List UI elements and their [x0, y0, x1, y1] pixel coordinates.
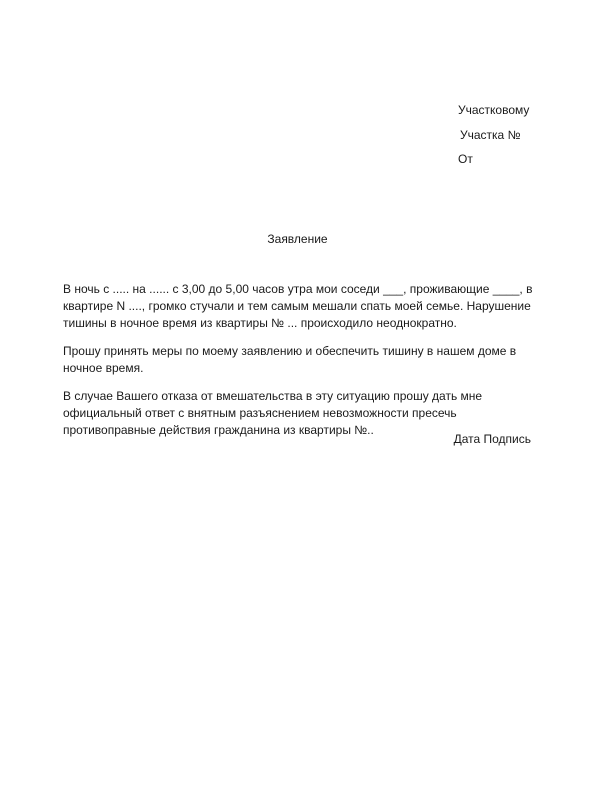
- paragraph-line: Прошу принять меры по моему заявлению и обеспечить тишину в нашем доме в: [63, 344, 517, 358]
- paragraph-line: тишины в ночное время из квартиры № ... происходило неоднократно.: [63, 316, 457, 330]
- paragraph-line: противоправные действия гражданина из квартиры №..: [63, 423, 374, 437]
- paragraph-incident: [63, 281, 533, 332]
- paragraph-line: ночное время.: [63, 361, 144, 375]
- addressee-precinct: Участка №: [460, 127, 521, 142]
- paragraph-line: квартире N ...., громко стучали и тем самым мешали спать моей семье. Нарушение: [63, 299, 531, 313]
- date-signature-line: Дата Подпись: [453, 432, 531, 446]
- document-title: Заявление: [267, 232, 328, 246]
- addressee-from: От: [458, 152, 473, 166]
- document-body: [63, 281, 533, 450]
- paragraph-line: официальный ответ с внятным разъяснением невозможности пресечь: [63, 406, 457, 420]
- addressee-block: [458, 104, 529, 178]
- addressee-recipient: Участковому: [458, 103, 530, 117]
- paragraph-line: В случае Вашего отказа от вмешательства в эту ситуацию прошу дать мне: [63, 389, 483, 403]
- paragraph-line: В ночь с ..... на ...... с 3,00 до 5,00 часов утра мои соседи ___, проживающие ____, в: [63, 282, 533, 296]
- paragraph-request: [63, 343, 533, 377]
